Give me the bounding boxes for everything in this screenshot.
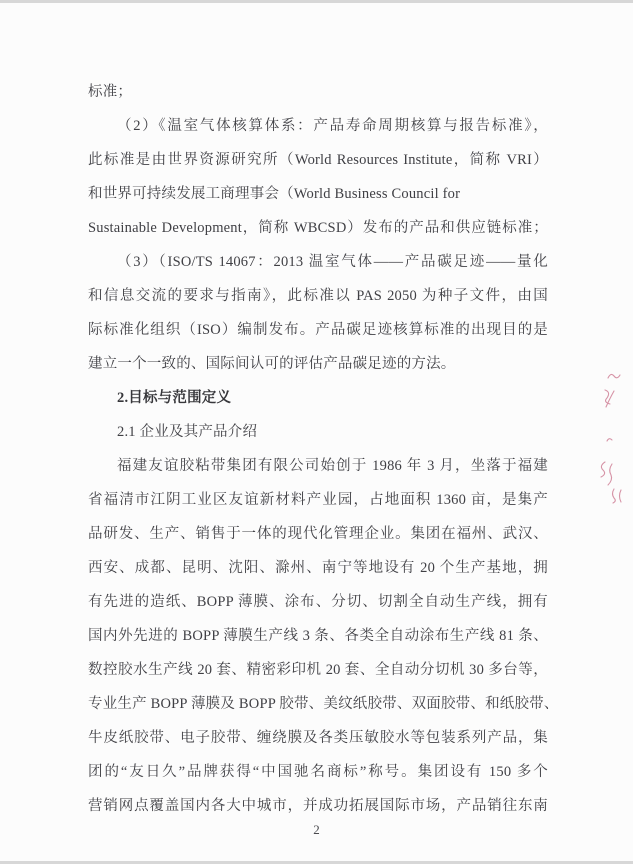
text-line: 营销网点覆盖国内各大中城市，并成功拓展国际市场，产品销往东南 [88, 798, 548, 814]
handwritten-red-mark [601, 389, 617, 409]
text-line: 际标准化组织（ISO）编制发布。产品碳足迹核算标准的出现目的是 [88, 322, 548, 338]
text-line: Sustainable Development，简称 WBCSD）发布的产品和供应链标准； [88, 220, 548, 236]
text-line: 团的“友日久”品牌获得“中国驰名商标”称号。集团设有 150 多个 [88, 764, 548, 780]
text-line: 此标准是由世界资源研究所（World Resources Institute，简称 VRI） [88, 152, 548, 168]
text-line: 国内外先进的 BOPP 薄膜生产线 3 条、各类全自动涂布生产线 81 条、 [88, 628, 548, 644]
handwritten-red-mark [606, 436, 614, 444]
text-line: 牛皮纸胶带、电子胶带、缠绕膜及各类压敏胶水等包装系列产品，集 [88, 730, 548, 746]
text-line: 有先进的造纸、BOPP 薄膜、涂布、分切、切割全自动生产线，拥有 [88, 594, 548, 610]
text-line: 建立一个一致的、国际间认可的评估产品碳足迹的方法。 [88, 356, 456, 372]
text-line: 省福清市江阴工业区友谊新材料产业园，占地面积 1360 亩，是集产 [88, 492, 548, 508]
text-line: 和世界可持续发展工商理事会（World Business Council for [88, 186, 461, 202]
text-line: （3）（ISO/TS 14067：2013 温室气体——产品碳足迹——量化 [117, 254, 548, 270]
handwritten-red-mark [598, 461, 616, 487]
document-body [88, 75, 559, 823]
text-line: 品研发、生产、销售于一体的现代化管理企业。集团在福州、武汉、 [88, 526, 548, 542]
text-line: 2.1 企业及其产品介绍 [117, 424, 258, 440]
page-number: 2 [313, 822, 320, 837]
text-line: 2.目标与范围定义 [117, 390, 232, 406]
handwritten-red-mark [610, 487, 624, 505]
text-line: 福建友谊胶粘带集团有限公司始创于 1986 年 3 月，坐落于福建 [117, 458, 548, 474]
text-line: 和信息交流的要求与指南》，此标准以 PAS 2050 为种子文件，由国 [88, 288, 548, 304]
handwritten-red-mark [607, 371, 621, 381]
text-line: 专业生产 BOPP 薄膜及 BOPP 胶带、美纹纸胶带、双面胶带、和纸胶带、 [88, 696, 559, 712]
text-line: 标准； [88, 84, 133, 100]
text-line: 数控胶水生产线 20 套、精密彩印机 20 套、全自动分切机 30 多台等， [88, 662, 548, 678]
text-line: （2）《温室气体核算体系：产品寿命周期核算与报告标准》， [117, 118, 548, 134]
text-line: 西安、成都、昆明、沈阳、滁州、南宁等地设有 20 个生产基地，拥 [88, 560, 548, 576]
page-top-edge [0, 0, 633, 3]
